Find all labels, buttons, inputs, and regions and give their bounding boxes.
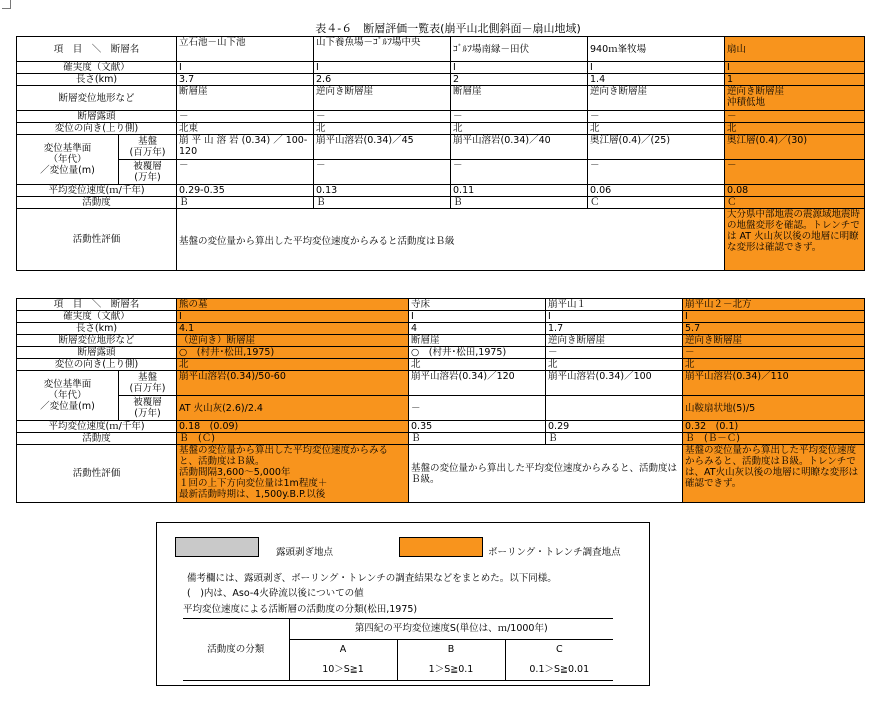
row-label-direction: 変位の向き(上り側)	[17, 359, 177, 371]
label-line: 被覆層	[133, 161, 162, 172]
note-line: 備考欄には、露頭剥ぎ、ボーリング・トレンチの調査結果などをまとめた。以下同様。	[187, 573, 557, 584]
row-label-cover	[119, 160, 177, 185]
legend-box	[156, 522, 650, 686]
cell-cover: －	[588, 160, 725, 185]
cell-degree: Ｃ	[588, 197, 725, 209]
note-line: 平均変位速度による活断層の活動度の分類(松田,1975)	[183, 604, 418, 615]
cell-basement: 崩平山溶岩(0.34)／40	[451, 135, 588, 160]
cell-direction: 北	[177, 359, 409, 371]
cell-length: 4	[409, 323, 546, 335]
cell-direction: 北	[546, 359, 683, 371]
class-name: A	[289, 640, 397, 661]
fault-name: 崩平山１	[546, 299, 683, 311]
cell-landform: 断層崖	[409, 335, 546, 347]
label-line: (万年)	[134, 408, 161, 419]
label-line: (百万年)	[129, 147, 166, 158]
cell-landform: 逆向き断層崖	[546, 335, 683, 347]
cell-length: 4.1	[177, 323, 409, 335]
cell-degree: Ｂ	[177, 197, 314, 209]
cell-eval: 基盤の変位量から算出した平均変位速度からみると、活動度はＢ級。 活動間隔3,600～5,000年 １回の上下方向変位量は1m程度＋ 最新活動時期は、1,500y.B.P.以後	[177, 445, 409, 503]
cell-length: 2.6	[314, 74, 451, 86]
fault-name: 立石池－山下池	[177, 37, 314, 62]
class-name: C	[555, 644, 563, 655]
row-label-direction: 変位の向き(上り側)	[17, 123, 177, 135]
cell-certainty: Ⅰ	[177, 311, 409, 323]
fault-name: 940ｍ峯牧場	[588, 37, 725, 62]
label-line: (万年)	[134, 172, 161, 183]
row-label-avg-rate: 平均変位速度(ｍ/千年)	[17, 185, 177, 197]
cell-landform: 断層崖	[177, 86, 314, 111]
row-label-landform: 断層変位地形など	[17, 335, 177, 347]
cell-direction: 北	[588, 123, 725, 135]
row-label-displacement-base	[17, 371, 119, 421]
cell-outcrop: －	[314, 111, 451, 123]
cell-certainty: Ⅰ	[451, 62, 588, 74]
cell-outcrop: ○ (村井･松田,1975)	[409, 347, 546, 359]
row-label-basement	[119, 371, 177, 396]
row-label-displacement-base	[17, 135, 119, 185]
row-label-certainty: 確実度（文献）	[17, 311, 177, 323]
label-line: （年代）	[48, 390, 87, 401]
cell-degree: Ｃ	[725, 197, 865, 209]
cell-rate: 0.18 (0.09)	[177, 421, 409, 433]
page-title: 表４-６ 断層評価一覧表(崩平山北側斜面－扇山地域)	[315, 22, 581, 35]
fault-name: 山下養魚場－ｺﾞﾙﾌ場中央	[314, 37, 451, 62]
cell-cover: AT 火山灰(2.6)/2.4	[177, 396, 409, 421]
cell-basement: 崩平山溶岩(0.34)/50-60	[177, 371, 409, 396]
cell-basement: 奥江層(0.4)／(25)	[588, 135, 725, 160]
cell-outcrop: －	[451, 111, 588, 123]
cell-rate: 0.35	[409, 421, 546, 433]
cell-certainty: Ⅰ	[409, 311, 546, 323]
cell-rate: 0.06	[588, 185, 725, 197]
cell-eval: 基盤の変位量から算出した平均変位速度からみると、活動度はＢ級。トレンチでは、AT火山灰以後の地層に明瞭な変形は確認できず。	[683, 445, 865, 503]
fault-name: 崩平山２－北方	[683, 299, 865, 311]
cell-direction: 北	[451, 123, 588, 135]
cell-certainty: Ⅰ	[177, 62, 314, 74]
header-item-cell: 項 目 ＼ 断層名	[17, 37, 177, 62]
page-corner-mark	[2, 0, 11, 9]
rate-header: 第四紀の平均変位速度S(単位は、ｍ/1000年)	[289, 619, 613, 640]
cell-certainty: Ⅰ	[588, 62, 725, 74]
cell-length: 5.7	[683, 323, 865, 335]
classification-table	[183, 618, 613, 681]
note-line: ( )内は、Aso-4火砕流以後についての値	[187, 588, 364, 599]
label-line: （年代）	[48, 154, 87, 165]
fault-name: 扇山	[725, 37, 865, 62]
cell-outcrop: －	[725, 111, 865, 123]
cell-basement: 崩平山溶岩(0.34)／45	[314, 135, 451, 160]
fault-table-1	[16, 36, 865, 271]
cell-direction: 北東	[177, 123, 314, 135]
cell-degree: Ｂ (Ｂ－Ｃ)	[683, 433, 865, 445]
cell-eval: 大分県中部地震の震源域地震時の地盤変形を確認。トレンチでは AT 火山灰以後の地層に明瞭な変形は確認できず。	[725, 209, 865, 271]
cell-degree: Ｂ	[314, 197, 451, 209]
cell-basement: 崩平山溶岩(0.34)／100	[546, 371, 683, 396]
cell-eval-common: 基盤の変位量から算出した平均変位速度からみると、活動度はＢ級。	[409, 445, 683, 503]
label-line: ／変位量(m)	[40, 401, 95, 412]
gray-swatch	[175, 537, 259, 557]
cell-eval-common: 基盤の変位量から算出した平均変位速度からみると活動度はＢ級	[177, 209, 725, 271]
cell-direction: 北	[683, 359, 865, 371]
cell-landform: 断層崖	[451, 86, 588, 111]
row-label-activity-eval: 活動性評価	[17, 445, 177, 503]
label-line: 変位基準面	[43, 379, 92, 390]
cell-rate: 0.29	[546, 421, 683, 433]
cell-certainty: Ⅰ	[314, 62, 451, 74]
header-item-cell: 項 目 ＼ 断層名	[17, 299, 177, 311]
cell-degree: Ｂ (Ｃ)	[177, 433, 409, 445]
cell-basement: 崩平山溶岩(0.34)／120	[409, 371, 546, 396]
cell-landform: 逆向き断層崖	[588, 86, 725, 111]
cell-direction: 北	[725, 123, 865, 135]
cell-cover: 山鞍扇状地(5)/5	[683, 396, 865, 421]
cell-length: 1	[725, 74, 865, 86]
cell-cover: －	[177, 160, 314, 185]
cell-outcrop: －	[546, 347, 683, 359]
cell-degree: Ｂ	[546, 433, 683, 445]
cell-rate: 0.11	[451, 185, 588, 197]
cell-cover: －	[725, 160, 865, 185]
fault-name: 熊の墓	[177, 299, 409, 311]
label-line: ／変位量(m)	[40, 165, 95, 176]
cell-degree: Ｂ	[409, 433, 546, 445]
cell-landform: 逆向き断層崖 沖積低地	[725, 86, 865, 111]
cell-rate: 0.08	[725, 185, 865, 197]
cell-cover: －	[409, 396, 546, 421]
row-label-outcrop: 断層露頭	[17, 347, 177, 359]
cell-landform: 逆向き断層崖	[683, 335, 865, 347]
cell-outcrop: －	[177, 111, 314, 123]
cell-length: 2	[451, 74, 588, 86]
label-line: 変位基準面	[43, 143, 92, 154]
cell-outcrop: －	[683, 347, 865, 359]
gray-swatch-label: 露頭剥ぎ地点	[276, 547, 334, 558]
cell-degree: Ｂ	[451, 197, 588, 209]
label-line: 被覆層	[133, 397, 162, 408]
row-label-activity-degree: 活動度	[17, 433, 177, 445]
fault-name: ｺﾞﾙﾌ場南縁－田伏	[451, 37, 588, 62]
classification-label: 活動度の分類	[183, 619, 289, 681]
orange-swatch-label: ボーリング・トレンチ調査地点	[488, 547, 621, 558]
cell-direction: 北	[314, 123, 451, 135]
cell-certainty: Ⅰ	[683, 311, 865, 323]
class-range: 10＞S≧1	[289, 660, 397, 681]
cell-length: 1.4	[588, 74, 725, 86]
cell-outcrop: ○ (村井･松田,1975)	[177, 347, 409, 359]
class-name: B	[397, 640, 505, 661]
fault-table-2	[16, 298, 865, 503]
row-label-activity-eval: 活動性評価	[17, 209, 177, 271]
cell-rate: 0.13	[314, 185, 451, 197]
cell-certainty: Ⅰ	[725, 62, 865, 74]
cell-cover: －	[451, 160, 588, 185]
cell-basement: 崩 平 山 溶 岩 (0.34) ／ 100-120	[177, 135, 314, 160]
cell-length: 1.7	[546, 323, 683, 335]
cell-direction: 北	[409, 359, 546, 371]
cell-length: 3.7	[177, 74, 314, 86]
cell-outcrop: －	[588, 111, 725, 123]
cell-rate: 0.32 (0.1)	[683, 421, 865, 433]
cell-cover: －	[314, 160, 451, 185]
row-label-cover	[119, 396, 177, 421]
cell-landform: （逆向き）断層崖	[177, 335, 409, 347]
row-label-length: 長さ(km)	[17, 323, 177, 335]
row-label-length: 長さ(km)	[17, 74, 177, 86]
class-range: 0.1＞S≧0.01	[505, 660, 613, 681]
row-label-basement	[119, 135, 177, 160]
row-label-outcrop: 断層露頭	[17, 111, 177, 123]
cell-basement: 奥江層(0.4)／(30)	[725, 135, 865, 160]
label-line: (百万年)	[129, 383, 166, 394]
cell-rate: 0.29-0.35	[177, 185, 314, 197]
row-label-certainty: 確実度（文献）	[17, 62, 177, 74]
label-line: 基盤	[138, 372, 158, 383]
cell-cover	[546, 396, 683, 421]
cell-certainty: Ⅰ	[546, 311, 683, 323]
row-label-activity-degree: 活動度	[17, 197, 177, 209]
orange-swatch	[399, 537, 483, 557]
cell-landform: 逆向き断層崖	[314, 86, 451, 111]
class-range: 1＞S≧0.1	[397, 660, 505, 681]
label-line: 基盤	[138, 136, 158, 147]
row-label-landform: 断層変位地形など	[17, 86, 177, 111]
row-label-avg-rate: 平均変位速度(ｍ/千年)	[17, 421, 177, 433]
fault-name: 寺床	[409, 299, 546, 311]
cell-basement: 崩平山溶岩(0.34)／110	[683, 371, 865, 396]
